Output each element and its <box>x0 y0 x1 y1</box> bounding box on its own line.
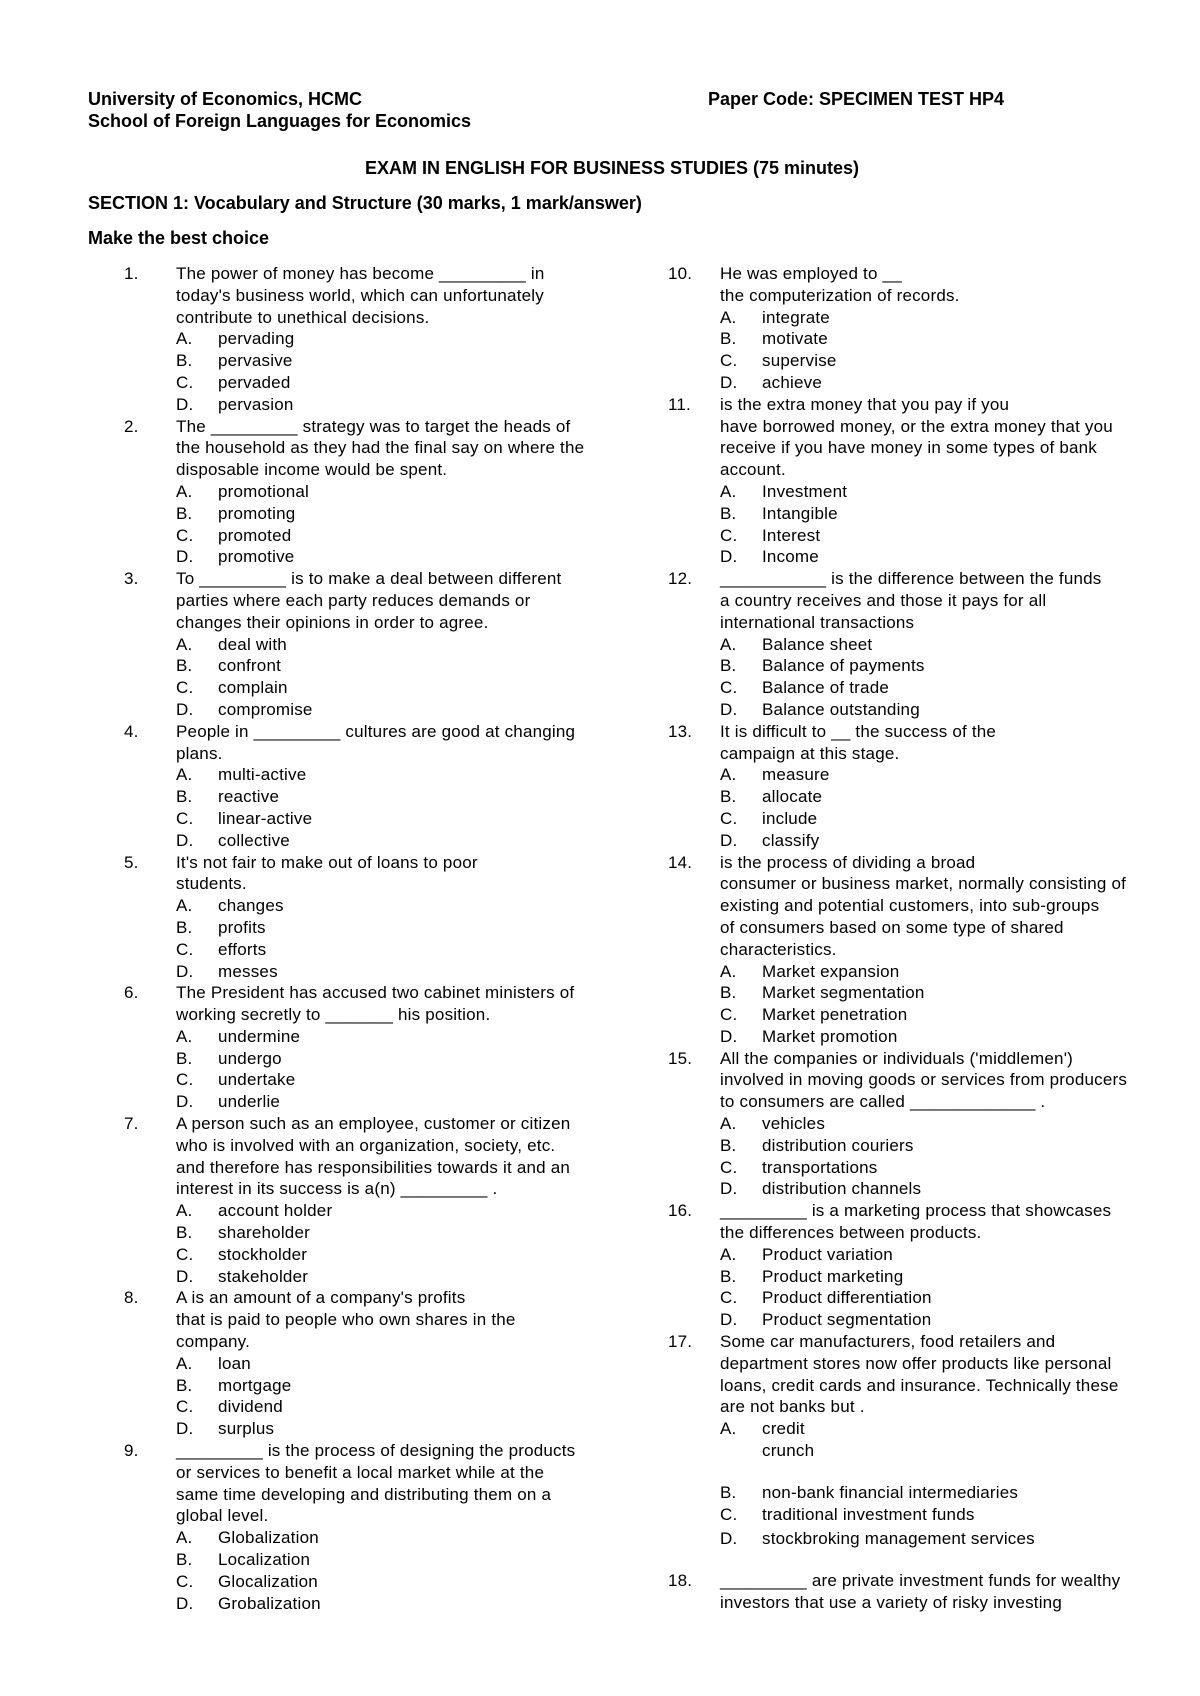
option-b[interactable]: B. Product marketing <box>720 1266 904 1286</box>
right-question-column <box>668 263 1188 1614</box>
option-b[interactable]: B. Balance of payments <box>720 656 925 676</box>
option-c[interactable]: C. dividend <box>176 1397 283 1417</box>
option-c[interactable]: C. efforts <box>176 939 267 959</box>
option-d[interactable]: D. surplus <box>176 1419 275 1439</box>
option-d[interactable]: D. classify <box>720 830 820 850</box>
question-stem: He was employed to __ the computerization of records. <box>720 264 960 305</box>
question-stem: Some car manufacturers, food retailers and department stores now offer products like personal loans, credit cards and insurance. Technically these are not banks but . <box>720 1332 1119 1417</box>
question-stem: People in _________ cultures are good at changing plans. <box>176 721 576 763</box>
option-a[interactable]: A. changes <box>176 896 284 916</box>
question-9 <box>124 1440 644 1614</box>
question-stem: All the companies or individuals ('middlemen') involved in moving goods or services from producers to consumers are called _____________ . <box>720 1048 1128 1112</box>
option-c[interactable]: C. supervise <box>720 351 837 371</box>
question-6 <box>124 982 644 1113</box>
option-b[interactable]: B. pervasive <box>176 351 293 371</box>
question-number: 7. <box>124 1114 139 1134</box>
question-12 <box>668 568 1188 721</box>
question-number: 14. <box>668 852 693 872</box>
question-stem: ___________ is the difference between the funds a country receives and those it pays for all international transactions <box>720 569 1102 632</box>
option-b[interactable]: B. Intangible <box>720 503 838 523</box>
question-number: 2. <box>124 416 139 436</box>
option-b[interactable]: B. Market segmentation <box>720 983 925 1003</box>
question-number: 18. <box>668 1571 693 1591</box>
question-13 <box>668 721 1188 852</box>
option-d[interactable]: D. Market promotion <box>720 1026 898 1046</box>
option-b[interactable]: B. mortgage <box>176 1375 292 1395</box>
question-1 <box>124 263 644 416</box>
question-17 <box>668 1331 1188 1550</box>
question-number: 17. <box>668 1332 693 1352</box>
question-stem: It's not fair to make out of loans to poor students. <box>176 852 478 894</box>
option-b[interactable]: B. motivate <box>720 329 828 349</box>
option-d[interactable]: D. achieve <box>720 372 822 392</box>
option-a[interactable]: A. promotional <box>176 481 310 501</box>
option-b[interactable]: B. non-bank financial intermediaries <box>720 1482 1019 1502</box>
option-a[interactable]: A. Product variation <box>720 1244 893 1264</box>
option-b[interactable]: B. reactive <box>176 787 280 807</box>
option-b[interactable]: B. confront <box>176 656 282 676</box>
option-a[interactable]: A. undermine <box>176 1026 301 1046</box>
option-c[interactable]: C. undertake <box>176 1070 296 1090</box>
question-8 <box>124 1287 644 1440</box>
question-11 <box>668 394 1188 568</box>
question-2 <box>124 416 644 569</box>
option-c[interactable]: C. traditional investment funds <box>720 1504 975 1524</box>
question-18 <box>668 1570 1188 1614</box>
question-number: 1. <box>124 264 139 283</box>
option-a[interactable]: A. vehicles <box>720 1114 826 1134</box>
option-a[interactable]: A. deal with <box>176 634 287 654</box>
option-c[interactable]: C. Glocalization <box>176 1571 318 1591</box>
option-a[interactable]: A. account holder <box>176 1201 333 1221</box>
option-c[interactable]: C. pervaded <box>176 372 291 392</box>
question-15 <box>668 1048 1188 1201</box>
question-stem: A is an amount of a company's profits that is paid to people who own shares in the company. <box>176 1288 516 1352</box>
option-c[interactable]: C. include <box>720 808 818 828</box>
question-10 <box>668 263 1188 394</box>
question-stem: The power of money has become _________ in today's business world, which can unfortunately contribute to unethical decisions. <box>176 264 545 327</box>
option-a[interactable]: A. pervading <box>176 329 295 349</box>
question-stem: is the extra money that you pay if you have borrowed money, or the extra money that you receive if you have money in some types of bank account. <box>720 394 1113 480</box>
question-number: 6. <box>124 983 139 1003</box>
option-d[interactable]: D. stakeholder <box>176 1266 309 1286</box>
question-16 <box>668 1200 1188 1331</box>
question-number: 13. <box>668 721 693 741</box>
question-stem: is the process of dividing a broad consumer or business market, normally consisting of existing and potential customers, into sub-groups of consumers based on some type of shared characteristics. <box>720 852 1127 959</box>
question-number: 15. <box>668 1048 693 1068</box>
left-question-column <box>124 263 644 1614</box>
option-a[interactable]: A. credit <box>720 1419 805 1439</box>
question-stem: _________ is the process of designing the products or services to benefit a local market while at the same time developing and distributing them on a global level. <box>176 1441 576 1526</box>
option-c[interactable]: C. Balance of trade <box>720 678 890 698</box>
option-d[interactable]: D. Income <box>720 547 819 567</box>
option-d[interactable]: D. underlie <box>176 1092 281 1112</box>
option-c[interactable]: C. stockholder <box>176 1244 308 1264</box>
question-number: 12. <box>668 569 693 589</box>
option-d[interactable]: D. pervasion <box>176 394 294 414</box>
option-d[interactable]: D. messes <box>176 961 278 981</box>
option-b[interactable]: B. Localization <box>176 1550 311 1570</box>
option-a-continuation: crunch <box>762 1441 815 1461</box>
option-d[interactable]: D. distribution channels <box>720 1179 922 1199</box>
question-stem: _________ is a marketing process that showcases the differences between products. <box>720 1201 1112 1243</box>
option-c[interactable]: C. Product differentiation <box>720 1288 932 1308</box>
question-number: 10. <box>668 264 693 283</box>
option-a[interactable]: A. measure <box>720 765 830 785</box>
question-number: 5. <box>124 852 139 872</box>
option-d[interactable]: D. Grobalization <box>176 1593 321 1613</box>
option-c[interactable]: C. complain <box>176 678 288 698</box>
university-name: University of Economics, HCMC <box>88 89 363 109</box>
option-a[interactable]: A. integrate <box>720 307 830 327</box>
question-7 <box>124 1113 644 1287</box>
option-d[interactable]: D. compromise <box>176 699 313 719</box>
option-b[interactable]: B. promoting <box>176 503 296 523</box>
question-number: 3. <box>124 569 139 589</box>
option-d[interactable]: D. collective <box>176 830 290 850</box>
question-stem: To _________ is to make a deal between different parties where each party reduces demands or changes their opinions in order to agree. <box>176 569 562 632</box>
option-b[interactable]: B. undergo <box>176 1048 282 1068</box>
question-number: 4. <box>124 721 139 741</box>
option-b[interactable]: B. profits <box>176 917 266 937</box>
question-14 <box>668 852 1188 1048</box>
option-d[interactable]: D. stockbroking management services <box>720 1529 1035 1549</box>
question-stem: The President has accused two cabinet ministers of working secretly to _______ his position. <box>176 983 575 1025</box>
option-c[interactable]: C. transportations <box>720 1157 878 1177</box>
question-5 <box>124 852 644 983</box>
option-b[interactable]: B. shareholder <box>176 1223 310 1243</box>
option-b[interactable]: B. distribution couriers <box>720 1135 914 1155</box>
question-number: 11. <box>668 394 691 414</box>
option-c[interactable]: C. linear-active <box>176 808 313 828</box>
option-a[interactable]: A. Market expansion <box>720 961 900 981</box>
option-c[interactable]: C. promoted <box>176 525 292 545</box>
option-a[interactable]: A. loan <box>176 1353 251 1373</box>
question-stem: _________ are private investment funds for wealthy investors that use a variety of risky investing <box>720 1571 1121 1613</box>
option-a[interactable]: A. Investment <box>720 481 848 501</box>
option-c[interactable]: C. Market penetration <box>720 1005 908 1025</box>
paper-code: Paper Code: SPECIMEN TEST HP4 <box>708 89 1005 109</box>
school-name: School of Foreign Languages for Economics <box>88 111 472 131</box>
instruction: Make the best choice <box>88 228 270 248</box>
question-stem: The _________ strategy was to target the heads of the household as they had the final say on where the disposable income would be spent. <box>176 416 585 480</box>
question-number: 16. <box>668 1201 693 1221</box>
question-stem: A person such as an employee, customer or citizen who is involved with an organization, society, etc. and therefore has responsibilities towards it and an interest in its success is a(n) _________ . <box>176 1114 571 1199</box>
option-a[interactable]: A. Globalization <box>176 1528 319 1548</box>
option-c[interactable]: C. Interest <box>720 525 821 545</box>
section-title: SECTION 1: Vocabulary and Structure (30 marks, 1 mark/answer) <box>88 193 642 213</box>
option-d[interactable]: D. Product segmentation <box>720 1310 932 1330</box>
option-a[interactable]: A. multi-active <box>176 765 307 785</box>
question-stem: It is difficult to __ the success of the campaign at this stage. <box>720 721 997 763</box>
option-d[interactable]: D. promotive <box>176 547 295 567</box>
question-number: 9. <box>124 1441 139 1461</box>
option-b[interactable]: B. allocate <box>720 787 823 807</box>
question-number: 8. <box>124 1288 139 1308</box>
option-a[interactable]: A. Balance sheet <box>720 634 873 654</box>
option-d[interactable]: D. Balance outstanding <box>720 699 920 719</box>
question-3 <box>124 568 644 721</box>
exam-title: EXAM IN ENGLISH FOR BUSINESS STUDIES (75 minutes) <box>364 158 860 178</box>
question-4 <box>124 721 644 852</box>
